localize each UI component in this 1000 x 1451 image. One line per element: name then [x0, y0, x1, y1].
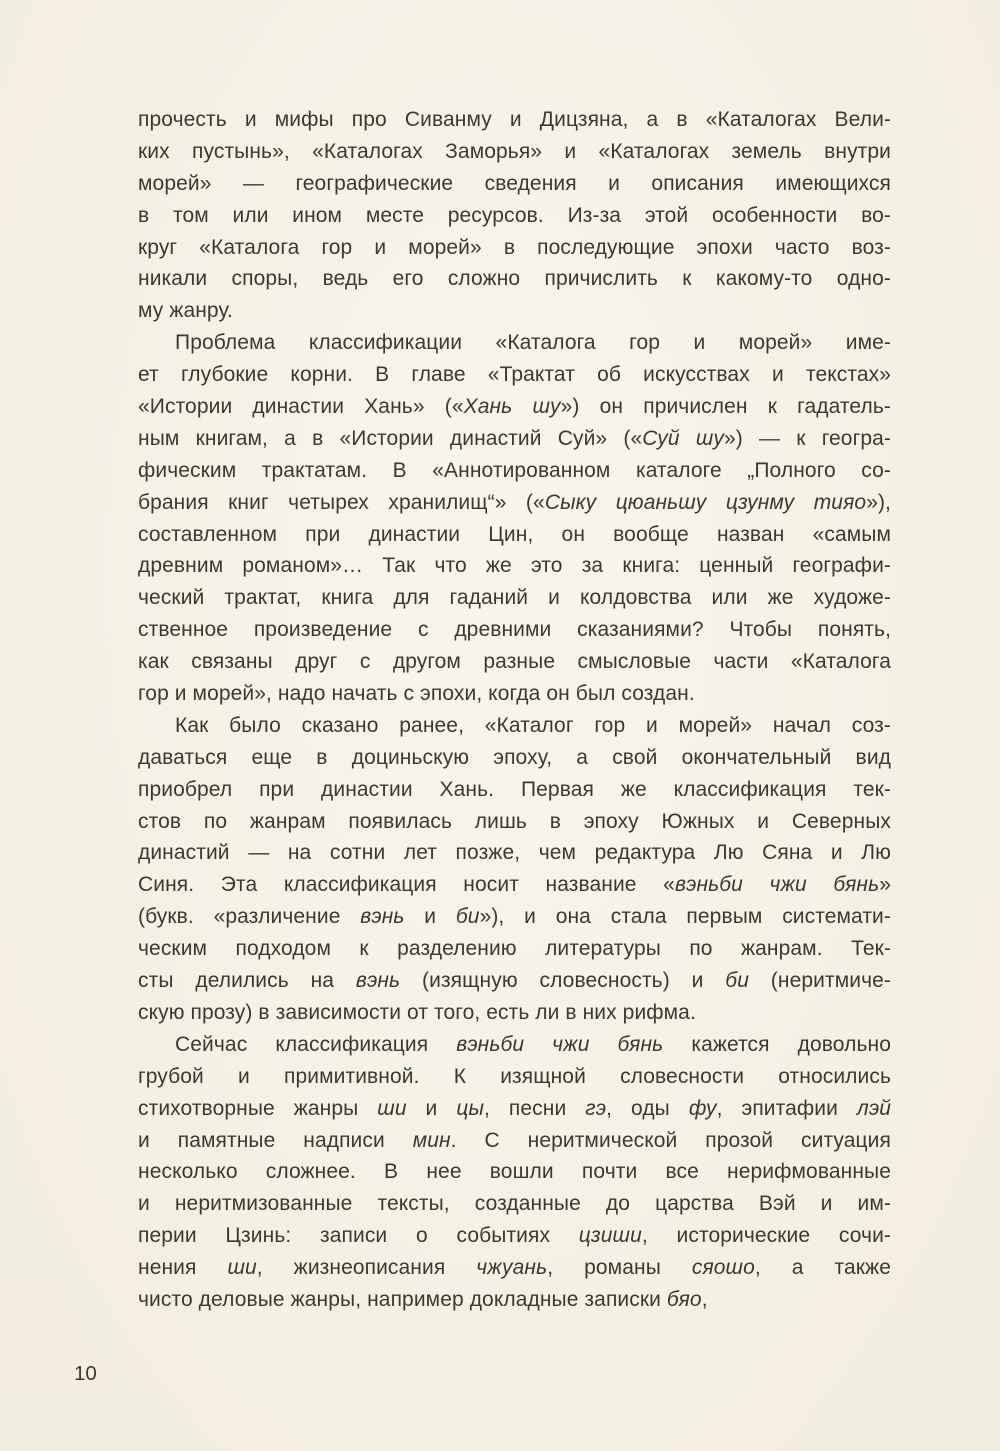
text-line — [138, 869, 891, 901]
italic-term: вэньби чжи бянь — [674, 873, 880, 897]
text-block — [138, 104, 891, 1316]
text-run: . С неритмической прозой ситуация — [450, 1128, 891, 1152]
text-run: »), — [866, 490, 891, 514]
text-line — [138, 327, 891, 359]
text-run: кажется довольно — [663, 1032, 891, 1056]
page-number: 10 — [74, 1362, 97, 1385]
text-line — [138, 837, 891, 869]
italic-term: цы — [456, 1096, 485, 1120]
text-run: и неритмизованные тексты, созданные до царства Вэй и им- — [138, 1192, 891, 1216]
text-run: ет глубокие корни. В главе «Трактат об искусствах и текстах» — [138, 363, 891, 387]
text-run: , исторические сочи- — [641, 1224, 891, 1248]
text-run: даваться еще в доциньскую эпоху, а свой окончательный вид — [138, 745, 891, 769]
text-line — [138, 1220, 891, 1252]
text-line — [138, 1029, 891, 1061]
text-run: » — [879, 873, 891, 897]
italic-term: би — [725, 969, 749, 993]
text-run: нения — [138, 1256, 228, 1280]
text-run: , романы — [547, 1256, 692, 1280]
text-line — [138, 1125, 891, 1157]
text-run: , — [701, 1287, 708, 1311]
italic-term: Суй шу — [642, 426, 724, 450]
text-run: Как было сказано ранее, «Каталог гор и морей» начал соз- — [175, 713, 891, 737]
text-run: Синя. Эта классификация носит название « — [138, 873, 675, 897]
text-run: ») он причислен к гадатель- — [560, 395, 891, 419]
text-run: династий — на сотни лет позже, чем редактура Лю Сяна и Лю — [138, 841, 891, 865]
text-line — [138, 136, 891, 168]
text-run: круг «Каталога гор и морей» в последующие эпохи часто воз- — [138, 235, 891, 259]
text-line — [138, 1188, 891, 1220]
text-run: и — [406, 1096, 457, 1120]
text-line — [138, 965, 891, 997]
italic-term: гэ — [585, 1096, 607, 1120]
italic-term: би — [455, 905, 480, 929]
text-line — [138, 933, 891, 965]
text-line — [138, 168, 891, 200]
text-line — [138, 614, 891, 646]
paragraph — [138, 327, 891, 710]
text-run: , оды — [606, 1096, 689, 1120]
italic-term: Сыку цюаньшу цзунму тияо — [544, 490, 867, 514]
text-run: Сейчас классификация — [175, 1032, 457, 1056]
text-line — [138, 806, 891, 838]
text-run: «Истории династии Хань» (« — [138, 395, 464, 419]
text-run: стихотворные жанры — [138, 1096, 378, 1120]
text-run: фическим трактатам. В «Аннотированном каталоге „Полного со- — [138, 458, 891, 482]
text-line — [138, 263, 891, 295]
text-line — [138, 423, 891, 455]
text-run: ным книгам, а в «Истории династий Суй» (« — [138, 426, 643, 450]
italic-term: чжуань — [476, 1256, 548, 1280]
text-line — [138, 901, 891, 933]
italic-term: ши — [377, 1096, 407, 1120]
italic-term: ши — [227, 1256, 257, 1280]
text-line — [138, 774, 891, 806]
text-run: ких пустынь», «Каталогах Заморья» и «Каталогах земель внутри — [138, 139, 891, 163]
text-line — [138, 1093, 891, 1125]
text-run: ») — к геогра- — [723, 426, 891, 450]
italic-term: лэй — [856, 1096, 892, 1120]
text-run: , а также — [754, 1256, 891, 1280]
text-run: и — [404, 905, 456, 929]
text-run: чисто деловые жанры, например докладные записки — [138, 1287, 667, 1311]
text-run: и памятные надписи — [138, 1128, 413, 1152]
text-line — [138, 391, 891, 423]
paragraph — [138, 1029, 891, 1316]
text-line — [138, 1284, 891, 1316]
text-run: (неритмиче- — [748, 969, 891, 993]
text-run: скую прозу) в зависимости от того, есть ли в них рифма. — [138, 1000, 696, 1024]
text-run: му жанру. — [138, 299, 233, 323]
text-run: Проблема классификации «Каталога гор и морей» име- — [175, 331, 891, 355]
text-run: как связаны друг с другом разные смысловые части «Каталога — [138, 650, 891, 674]
italic-term: вэнь — [360, 905, 405, 929]
text-line — [138, 232, 891, 264]
text-run: ственное произведение с древними сказаниями? Чтобы понять, — [138, 618, 891, 642]
text-run: (изящную словесность) и — [400, 969, 726, 993]
text-run: ческим подходом к разделению литературы по жанрам. Тек- — [138, 937, 891, 961]
italic-term: цзиши — [578, 1224, 642, 1248]
text-line — [138, 742, 891, 774]
paragraph — [138, 710, 891, 1029]
italic-term: бяо — [666, 1287, 702, 1311]
text-line — [138, 646, 891, 678]
text-line — [138, 582, 891, 614]
text-run: составленном при династии Цин, он вообще назван «самым — [138, 522, 891, 546]
italic-term: фу — [688, 1096, 717, 1120]
text-run: (букв. «различение — [138, 905, 361, 929]
text-line — [138, 1252, 891, 1284]
text-line — [138, 295, 891, 327]
italic-term: вэнь — [355, 969, 401, 993]
text-run: брания книг четырех хранилищ“» (« — [138, 490, 545, 514]
text-run: грубой и примитивной. К изящной словесности относились — [138, 1064, 891, 1088]
text-run: , песни — [484, 1096, 586, 1120]
text-run: приобрел при династии Хань. Первая же классификация тек- — [138, 777, 891, 801]
text-run: ческий трактат, книга для гаданий и колдовства или же художе- — [138, 586, 891, 610]
text-run: , жизнеописания — [256, 1256, 477, 1280]
text-run: никали споры, ведь его сложно причислить к какому-то одно- — [138, 267, 891, 291]
text-run: сты делились на — [138, 969, 356, 993]
text-run: гор и морей», надо начать с эпохи, когда он был создан. — [138, 682, 695, 706]
text-run: в том или ином месте ресурсов. Из-за этой особенности во- — [138, 203, 891, 227]
text-run: стов по жанрам появилась лишь в эпоху Южных и Северных — [138, 809, 891, 833]
italic-term: сяошо — [691, 1256, 755, 1280]
text-line — [138, 519, 891, 551]
text-line — [138, 710, 891, 742]
text-line — [138, 678, 891, 710]
paragraph — [138, 104, 891, 327]
text-run: древним романом»… Так что же это за книга: ценный географи- — [138, 554, 891, 578]
text-line — [138, 550, 891, 582]
text-run: морей» — географические сведения и описания имеющихся — [138, 171, 891, 195]
italic-term: Хань шу — [463, 395, 561, 419]
italic-term: вэньби чжи бянь — [456, 1032, 664, 1056]
text-line — [138, 359, 891, 391]
italic-term: мин — [412, 1128, 451, 1152]
text-run: , эпитафии — [716, 1096, 857, 1120]
text-line — [138, 455, 891, 487]
text-run: перии Цзинь: записи о событиях — [138, 1224, 579, 1248]
text-run: прочесть и мифы про Сиванму и Дицзяна, а в «Каталогах Вели- — [138, 108, 891, 131]
text-run: несколько сложнее. В нее вошли почти все нерифмованные — [138, 1160, 891, 1184]
text-line — [138, 1156, 891, 1188]
text-line — [138, 997, 891, 1029]
text-line — [138, 200, 891, 232]
text-line — [138, 1061, 891, 1093]
text-line — [138, 487, 891, 519]
text-run: »), и она стала первым системати- — [479, 905, 891, 929]
text-line — [138, 104, 891, 136]
